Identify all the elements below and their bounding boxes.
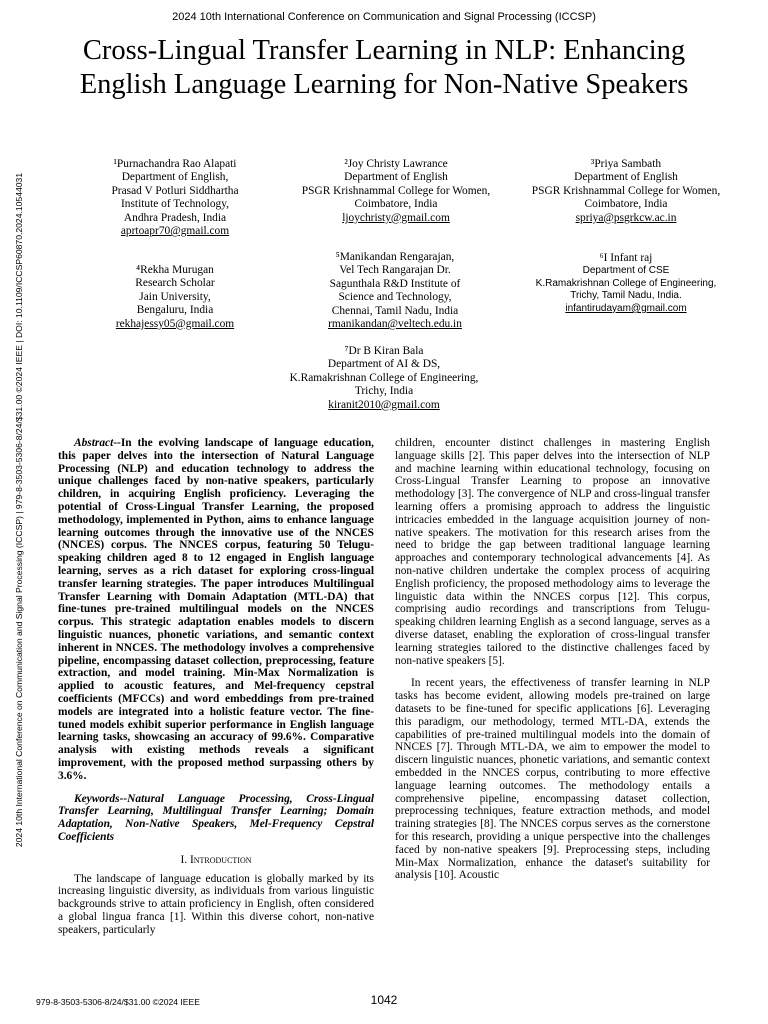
- author-email[interactable]: spriya@psgrkcw.ac.in: [575, 211, 677, 224]
- right-column: [395, 437, 710, 882]
- author-line: Vel Tech Rangarajan Dr.: [339, 264, 451, 277]
- author-line: ⁷Dr B Kiran Bala: [344, 345, 424, 357]
- author-line: Department of English,: [121, 171, 229, 184]
- author-email[interactable]: infantirudayam@gmail.com: [565, 302, 687, 314]
- paper-title: Cross-Lingual Transfer Learning in NLP: Enhancing English Language Learning for Non-Native Speakers: [79, 35, 689, 100]
- keywords-label: Keywords: [74, 792, 120, 805]
- author-line: Research Scholar: [135, 277, 215, 290]
- abstract-label: Abstract: [74, 437, 114, 449]
- author-email[interactable]: rmanikandan@veltech.edu.in: [328, 318, 462, 331]
- author-email[interactable]: aprtoapr70@gmail.com: [120, 225, 230, 238]
- page-number: 1042: [370, 993, 398, 1007]
- author-line: ¹Purnachandra Rao Alapati: [113, 158, 237, 170]
- author-line: K.Ramakrishnan College of Engineering,: [535, 277, 717, 289]
- author-block-6: [508, 251, 744, 315]
- author-block-2: [278, 158, 514, 225]
- author-block-3: [508, 158, 744, 225]
- author-block-1: [60, 158, 290, 238]
- section-heading-introduction: I. Introduction: [180, 853, 252, 866]
- author-line: PSGR Krishnammal College for Women,: [301, 184, 491, 197]
- author-email[interactable]: rekhajessy05@gmail.com: [115, 317, 235, 330]
- abstract-text: --In the evolving landscape of language education, this paper delves into the intersection of Natural Language Processing (NLP) and education technology to address the unique challenges faced by non-native speakers, particularly children, in acquiring English proficiency. Leveraging the potential of Cross-Lingual Transfer Learning, the proposed methodology, implemented in Python, aims to enhance language learning outcomes through the innovative use of the NNCES (NNCES) corpus. The NNCES corpus, featuring 50 Telugu-speaking children aged 8 to 12 engaged in English language learning, serves as a rich dataset for exploring cross-lingual transfer learning strategies. The paper introduces Multilingual Transfer Learning with Domain Adaptation (MTL-DA) that fine-tunes pre-trained multilingual models on the NNCES corpus. This strategic adaptation enables models to discern linguistic nuances, phonetic variations, and semantic context inherent in NNCES. The methodology involves a comprehensive pipeline, encompassing dataset collection, preprocessing, feature extraction, and model training. Min-Max Normalization is applied to acoustic features, and Mel-frequency cepstral coefficients (MFCCs) and word embeddings from pre-trained models are integrated into a holistic feature vector. The fine-tuned models exhibit superior performance in English language learning tasks, showcasing an accuracy of 99.6%. Comparative analysis with existing methods reveals a significant improvement, with the proposed method surpassing others by 3.6%.: [58, 437, 374, 782]
- abstract-paragraph: [58, 437, 374, 783]
- author-line: Trichy, India: [354, 385, 414, 398]
- author-line: Prasad V Potluri Siddhartha: [111, 184, 239, 197]
- author-line: PSGR Krishnammal College for Women,: [531, 184, 721, 197]
- conference-header: 2024 10th International Conference on Communication and Signal Processing (ICCSP): [172, 11, 596, 23]
- author-line: Jain University,: [139, 290, 211, 303]
- side-doi-strip: [4, 160, 34, 860]
- author-line: Andhra Pradesh, India: [123, 211, 227, 224]
- side-doi-text: 2024 10th International Conference on Communication and Signal Processing (ICCSP) | 979-8-3503-5306-8/24/$31.00 ©2024 IEEE | DOI: 10.1109/ICCSP60870.2024.10544031: [14, 172, 24, 848]
- author-line: Bengaluru, India: [136, 304, 214, 317]
- intro-paragraph-1-left: The landscape of language education is globally marked by its increasing linguistic diversity, as individuals from various linguistic backgrounds strive to attain proficiency in English, often considered a global lingua franca [1]. Within this diverse cohort, non-native speakers, particularly: [58, 872, 374, 936]
- author-line: Department of CSE: [582, 265, 670, 276]
- author-line: Science and Technology,: [338, 291, 452, 304]
- intro-paragraph-2: In recent years, the effectiveness of transfer learning in NLP tasks has become evident, allowing models pre-trained on large datasets to be fine-tuned for specific applications [6]. Leveraging this paradigm, our methodology, termed MTL-DA, extends the capabilities of pre-trained multilingual models into the domain of NNCES [7]. Through MTL-DA, we aim to empower the model to discern linguistic nuances, phonetic variations, and semantic context embedded in the NNCES corpus, contributing to more effective language learning outcomes. The methodology entails a comprehensive pipeline, encompassing dataset collection, preprocessing techniques, feature extraction methods, and model training strategies [8]. The NNCES corpus serves as the cornerstone for this research, providing a unique perspective into the challenges faced by non-native speakers [9]. Preprocessing steps, including Min-Max Normalization, enhance the dataset's suitability for analysis [10]. Acoustic: [395, 677, 710, 882]
- author-line: ⁵Manikandan Rengarajan,: [335, 251, 455, 263]
- author-line: Institute of Technology,: [120, 198, 230, 211]
- author-line: ²Joy Christy Lawrance: [344, 158, 448, 170]
- author-block-4: [60, 264, 290, 331]
- author-line: Department of AI & DS,: [327, 358, 441, 371]
- left-column: [58, 437, 374, 936]
- keywords-text: --Natural Language Processing, Cross-Lingual Transfer Learning, Multilingual Transfer Learning; Domain Adaptation, Non-Native Speakers, Mel-Frequency Cepstral Coefficients: [58, 792, 374, 843]
- author-line: Department of English: [344, 171, 448, 184]
- keywords-paragraph: [58, 793, 374, 844]
- author-line: K.Ramakrishnan College of Engineering,: [289, 371, 479, 384]
- author-line: ⁴Rekha Murugan: [136, 264, 214, 276]
- author-line: Sagunthala R&D Institute of: [329, 277, 461, 290]
- author-email[interactable]: ljoychristy@gmail.com: [342, 211, 450, 224]
- footer-copyright: 979-8-3503-5306-8/24/$31.00 ©2024 IEEE: [36, 997, 201, 1007]
- author-line: Coimbatore, India: [584, 198, 668, 211]
- intro-paragraph-1-right: children, encounter distinct challenges in mastering English language skills [2]. This paper delves into the intersection of NLP and machine learning within educational technology, focusing on Cross-Lingual Transfer Learning to propose an innovative methodology [3]. The convergence of NLP and cross-lingual transfer learning offers a promising approach to address the linguistic intricacies embedded in the language acquisition journey of non-native speakers. The motivation for this research arises from the need to bridge the gap between traditional language learning approaches and contemporary technological advancements [4]. As non-native children undertake the complex process of acquiring English proficiency, the proposed methodology aims to leverage the linguistic data within the NNCES corpus [12]. This corpus, comprising audio recordings and transcriptions from Telugu-speaking children learning English as a second language, serves as a diverse dataset, enabling the exploration of cross-lingual transfer learning strategies tailored to the distinctive challenges faced by non-native speakers [5].: [395, 437, 710, 667]
- author-line: Trichy, Tamil Nadu, India.: [570, 290, 682, 302]
- author-block-7: [270, 345, 498, 412]
- author-line: Coimbatore, India: [354, 198, 438, 211]
- author-line: Chennai, Tamil Nadu, India: [331, 304, 459, 317]
- author-line: Department of English: [574, 171, 678, 184]
- author-line: ⁶I Infant raj: [599, 252, 653, 264]
- author-email[interactable]: kiranit2010@gmail.com: [328, 398, 440, 411]
- author-line: ³Priya Sambath: [590, 158, 662, 170]
- author-block-5: [283, 251, 507, 331]
